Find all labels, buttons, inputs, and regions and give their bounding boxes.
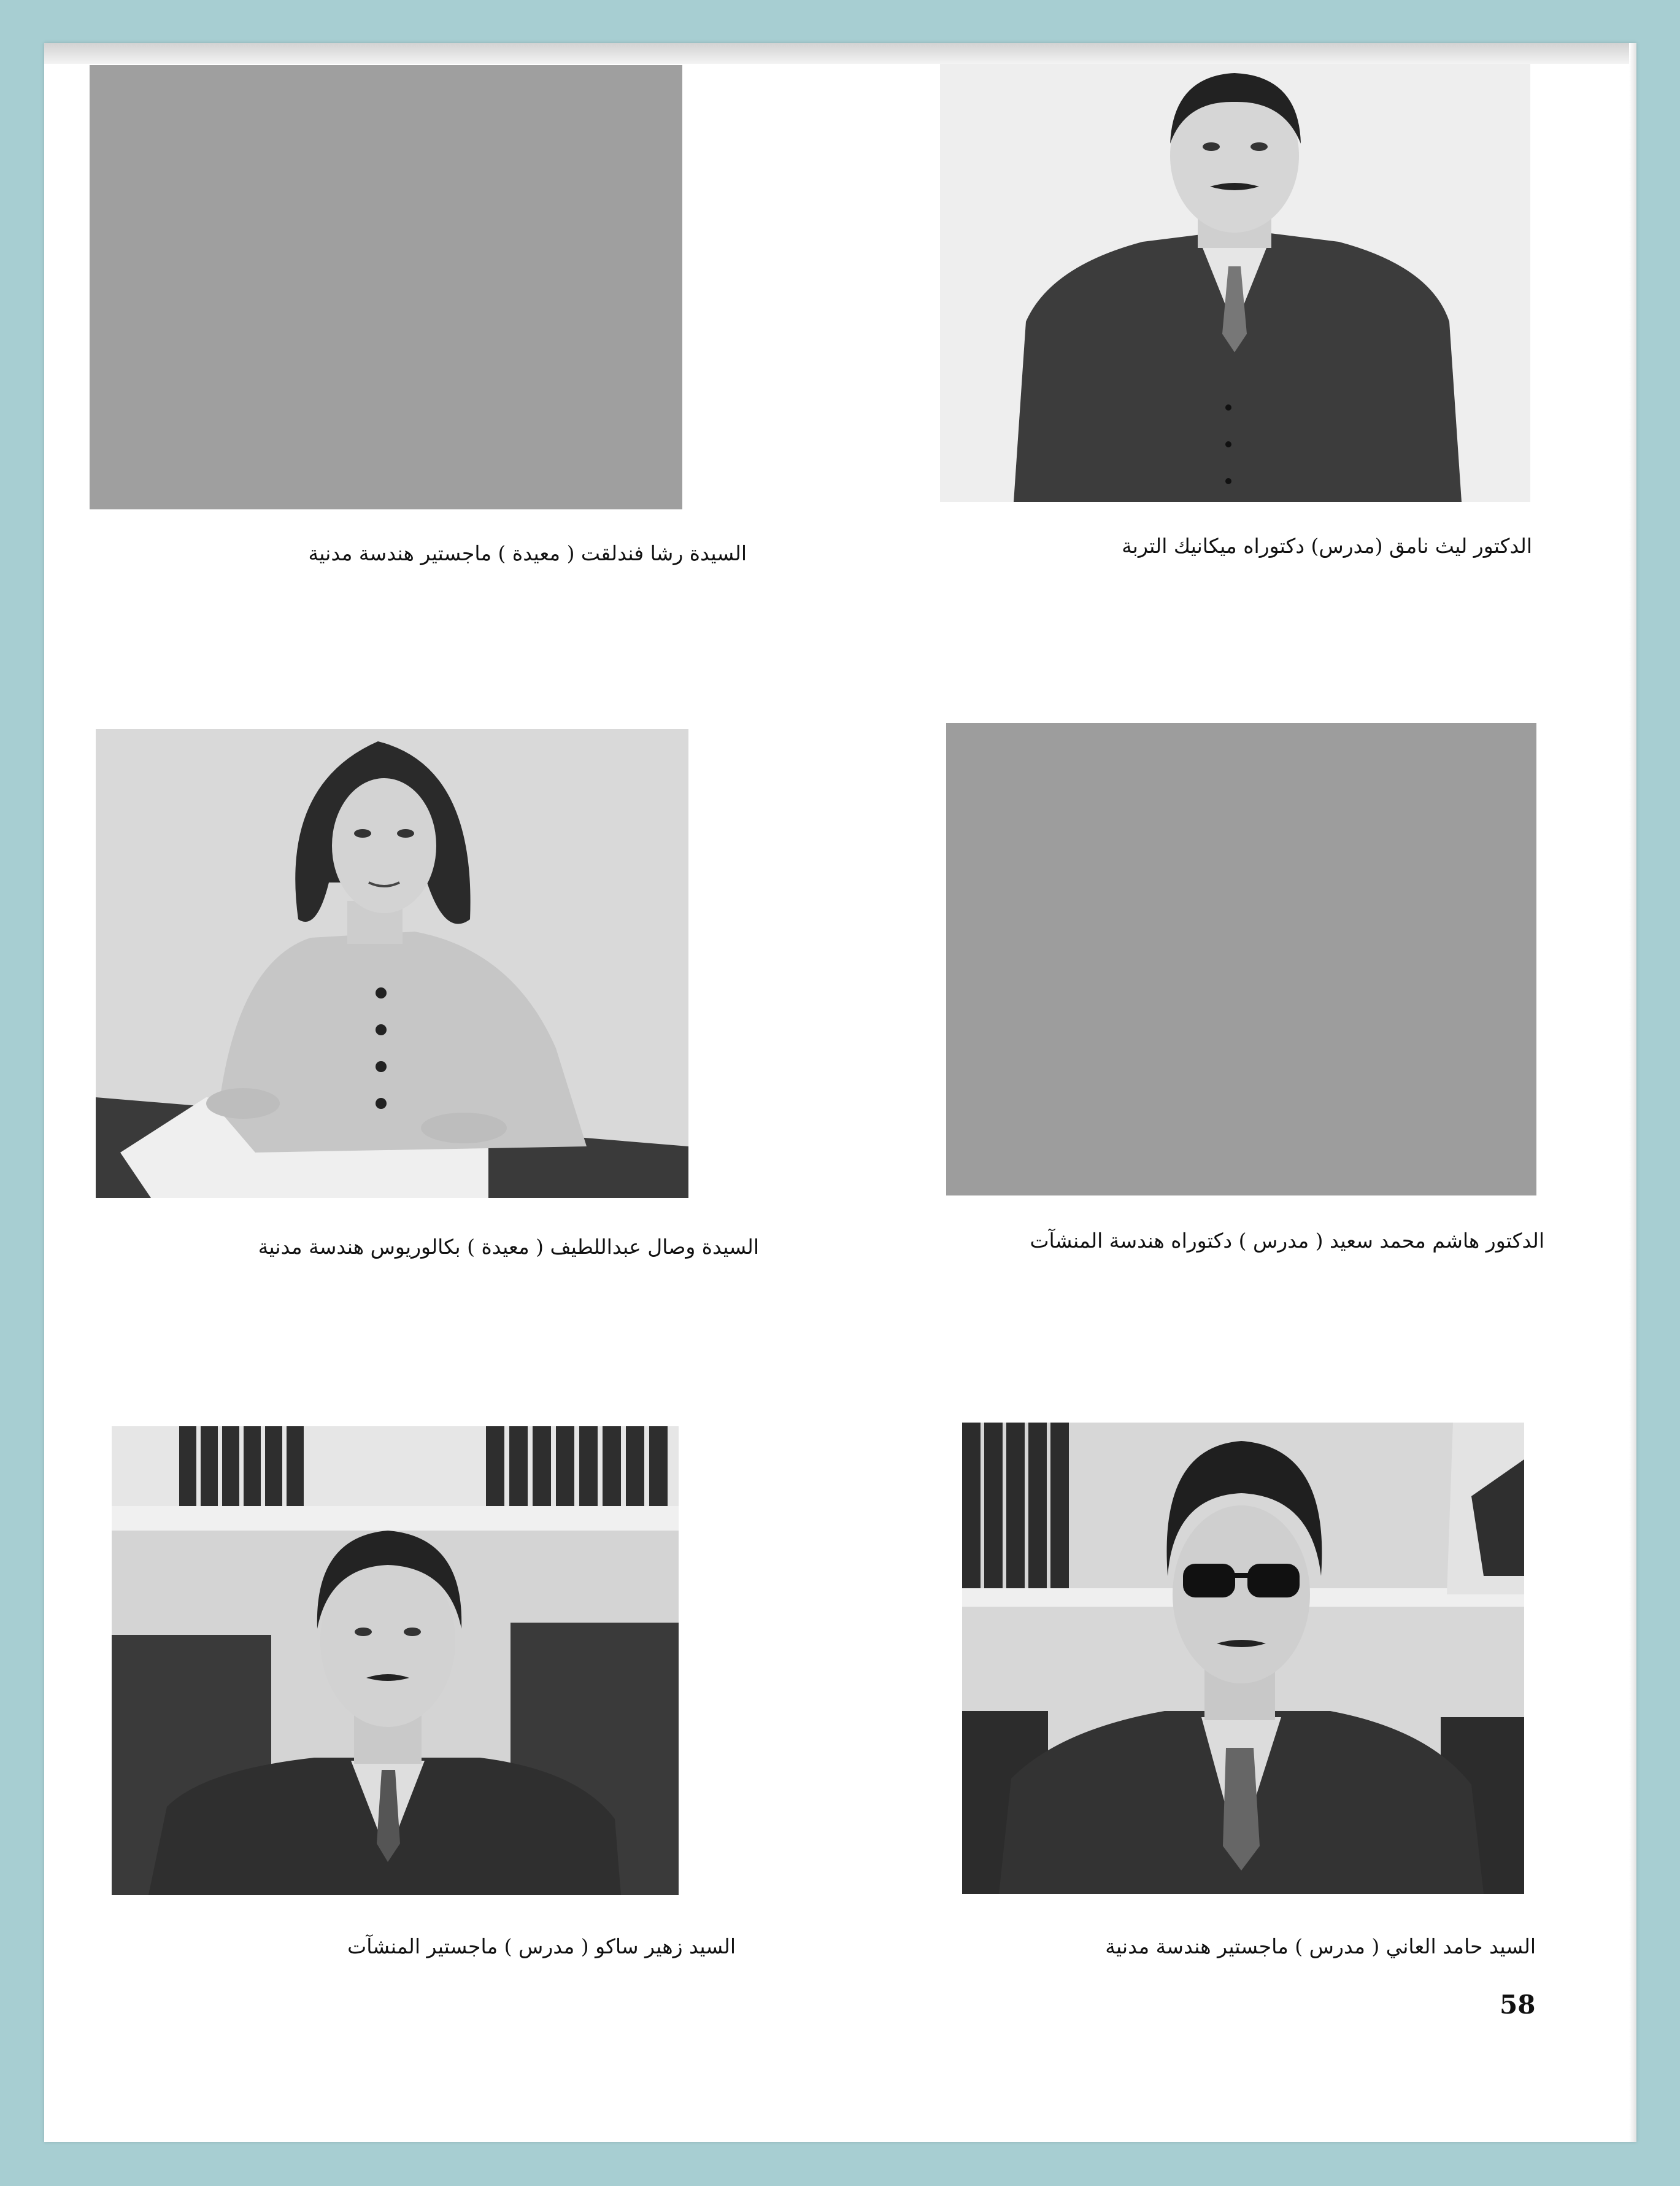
photo-middle-left-woman-at-desk	[96, 729, 688, 1198]
photo-bottom-left-man-with-books	[112, 1426, 679, 1895]
photo-top-right-man-in-suit	[940, 64, 1530, 502]
photo-middle-right-blank	[946, 723, 1536, 1195]
caption-middle-left: السيدة وصال عبداللطيف ( معيدة ) بكالوريوس هندسة مدنية	[258, 1235, 759, 1259]
caption-top-right: الدكتور ليث نامق (مدرس) دكتوراه ميكانيك التربة	[1122, 534, 1532, 558]
page-number: 58	[1500, 1990, 1536, 2020]
photo-top-left-blank	[90, 65, 682, 509]
page-top-band	[44, 43, 1636, 64]
page-edge-shadow	[1629, 43, 1636, 2142]
caption-middle-right: الدكتور هاشم محمد سعيد ( مدرس ) دكتوراه هندسة المنشآت	[1030, 1229, 1544, 1253]
yearbook-page	[44, 43, 1636, 2142]
photo-bottom-right-man-with-sunglasses	[962, 1423, 1524, 1894]
caption-top-left: السيدة رشا فندلقت ( معيدة ) ماجستير هندسة مدنية	[308, 541, 747, 565]
caption-bottom-right: السيد حامد العاني ( مدرس ) ماجستير هندسة مدنية	[1105, 1934, 1536, 1958]
caption-bottom-left: السيد زهير ساكو ( مدرس ) ماجستير المنشآت	[347, 1934, 736, 1958]
